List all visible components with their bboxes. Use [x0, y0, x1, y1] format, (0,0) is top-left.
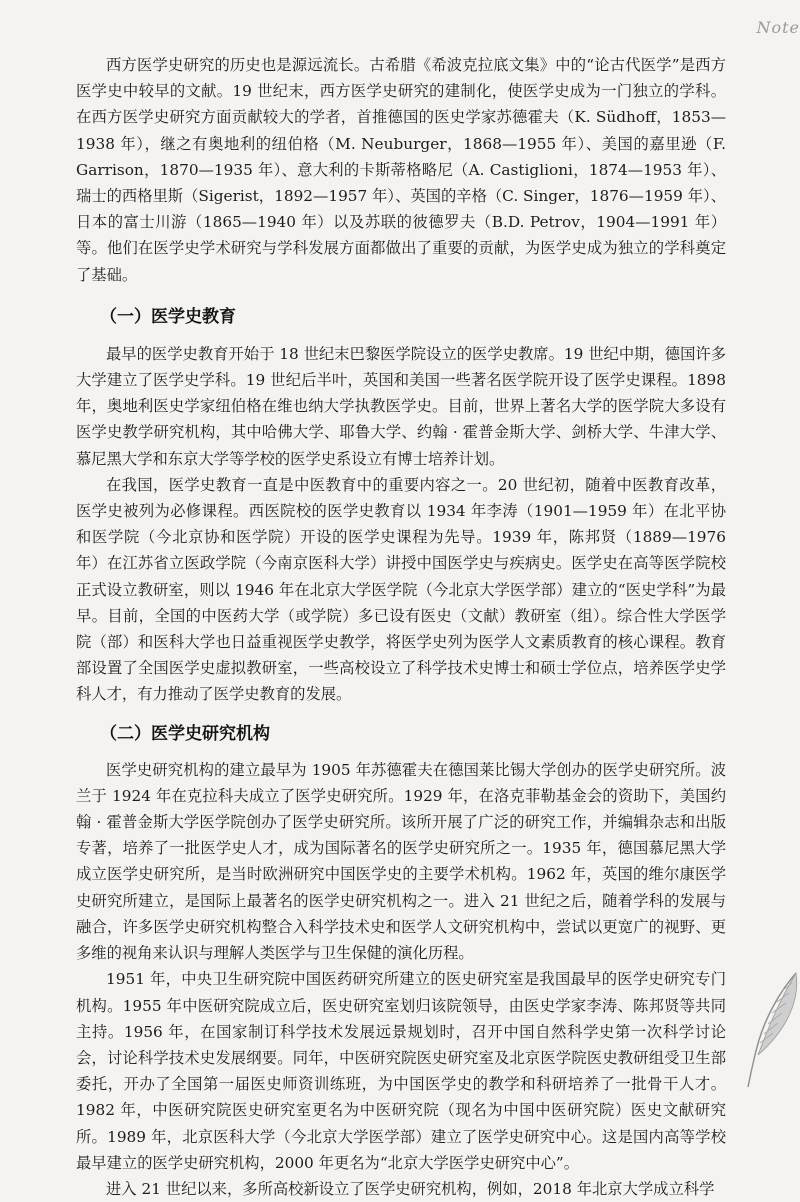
section-heading-education: （一）医学史教育: [100, 306, 236, 327]
institutions-paragraph-2: 1951 年，中央卫生研究院中国医药研究所建立的医史研究室是我国最早的医学史研究专门机构。1955 年中医研究院成立后，医史研究室划归该院领导，由医史学家李涛、陈邦贤等共同主持。1956 年，在国家制订科学技术发展远景规划时，召开中国自然科学史第一次科学讨论会，讨论科学技术史发展纲要。同年，中医研究院医史研究室及北京医学院医史教研组受卫生部委托，开办了全国第一届医史师资训练班，为中国医学史的教学和科研培养了一批骨干人才。1982 年，中医研究院医史研究室更名为中医研究院（现名为中国中医研究院）医史文献研究所。1989 年，北京医科大学（今北京大学医学部）建立了医学史研究中心。这是国内高等学校最早建立的医学史研究机构，2000 年更名为“北京大学医学史研究中心”。: [76, 970, 726, 1172]
section-heading-institutions: （二）医学史研究机构: [100, 723, 270, 744]
feather-decoration-icon: [742, 969, 800, 1089]
notes-margin-label: Note: [756, 18, 800, 37]
page-body: [76, 52, 726, 1202]
education-paragraph-1: 最早的医学史教育开始于 18 世纪末巴黎医学院设立的医学史教席。19 世纪中期，德国许多大学建立了医学史学科。19 世纪后半叶，英国和美国一些著名医学院开设了医学史课程。1898 年，奥地利医史学家纽伯格在维也纳大学执教医学史。目前，世界上著名大学的医学院大多设有医学史教学研究机构，其中哈佛大学、耶鲁大学、约翰 · 霍普金斯大学、剑桥大学、牛津大学、慕尼黑大学和东京大学等学校的医学史系设立有博士培养计划。: [76, 344, 726, 468]
education-paragraph-2: 在我国，医学史教育一直是中医教育中的重要内容之一。20 世纪初，随着中医教育改革，医学史被列为必修课程。西医院校的医学史教育以 1934 年李涛（1901—1959 年）在北平协和医学院（今北京协和医学院）开设的医学史课程为先导。1939 年，陈邦贤（1889—1976 年）在江苏省立医政学院（今南京医科大学）讲授中国医学史与疾病史。医学史在高等医学院校正式设立教研室，则以 1946 年在北京大学医学院（今北京大学医学部）建立的“医史学科”为最早。目前，全国的中医药大学（或学院）多已设有医史（文献）教研室（组）。综合性大学医学院（部）和医科大学也日益重视医学史教学，将医学史列为医学人文素质教育的核心课程。教育部设置了全国医学史虚拟教研室，一些高校设立了科学技术史博士和硕士学位点，培养医学史学科人才，有力推动了医学史教育的发展。: [76, 475, 726, 704]
institutions-paragraph-3: 进入 21 世纪以来，多所高校新设立了医学史研究机构，例如，2018 年北京大学成立科学: [106, 1179, 715, 1198]
institutions-paragraph-1: 医学史研究机构的建立最早为 1905 年苏德霍夫在德国莱比锡大学创办的医学史研究所。波兰于 1924 年在克拉科夫成立了医学史研究所。1929 年，在洛克菲勒基金会的资助下，美国约翰 · 霍普金斯大学医学院创办了医学史研究所。该所开展了广泛的研究工作，并编辑杂志和出版专著，培养了一批医学史人才，成为国际著名的医学史研究所之一。1935 年，德国慕尼黑大学成立医学史研究所，是当时欧洲研究中国医学史的主要学术机构。1962 年，英国的维尔康医学史研究所建立，是国际上最著名的医学史研究机构之一。进入 21 世纪之后，随着学科的发展与融合，许多医学史研究机构整合入科学技术史和医学人文研究机构中，尝试以更宽广的视野、更多维的视角来认识与理解人类医学与卫生保健的演化历程。: [76, 760, 726, 963]
intro-paragraph: 西方医学史研究的历史也是源远流长。古希腊《希波克拉底文集》中的“论古代医学”是西方医学史中较早的文献。19 世纪末，西方医学史研究的建制化，使医学史成为一门独立的学科。在西方医学史研究方面贡献较大的学者，首推德国的医史学家苏德霍夫（K. Südhoff，1853—1938 年），继之有奥地利的纽伯格（M. Neuburger，1868—1955 年）、美国的嘉里逊（F. Garrison，1870—1935 年）、意大利的卡斯蒂格略尼（A. Castiglioni，1874—1953 年）、瑞士的西格里斯（Sigerist，1892—1957 年）、英国的辛格（C. Singer，1876—1959 年）、日本的富士川游（1865—1940 年）以及苏联的彼德罗夫（B.D. Petrov，1904—1991 年）等。他们在医学史学术研究与学科发展方面都做出了重要的贡献，为医学史成为独立的学科奠定了基础。: [76, 56, 726, 284]
